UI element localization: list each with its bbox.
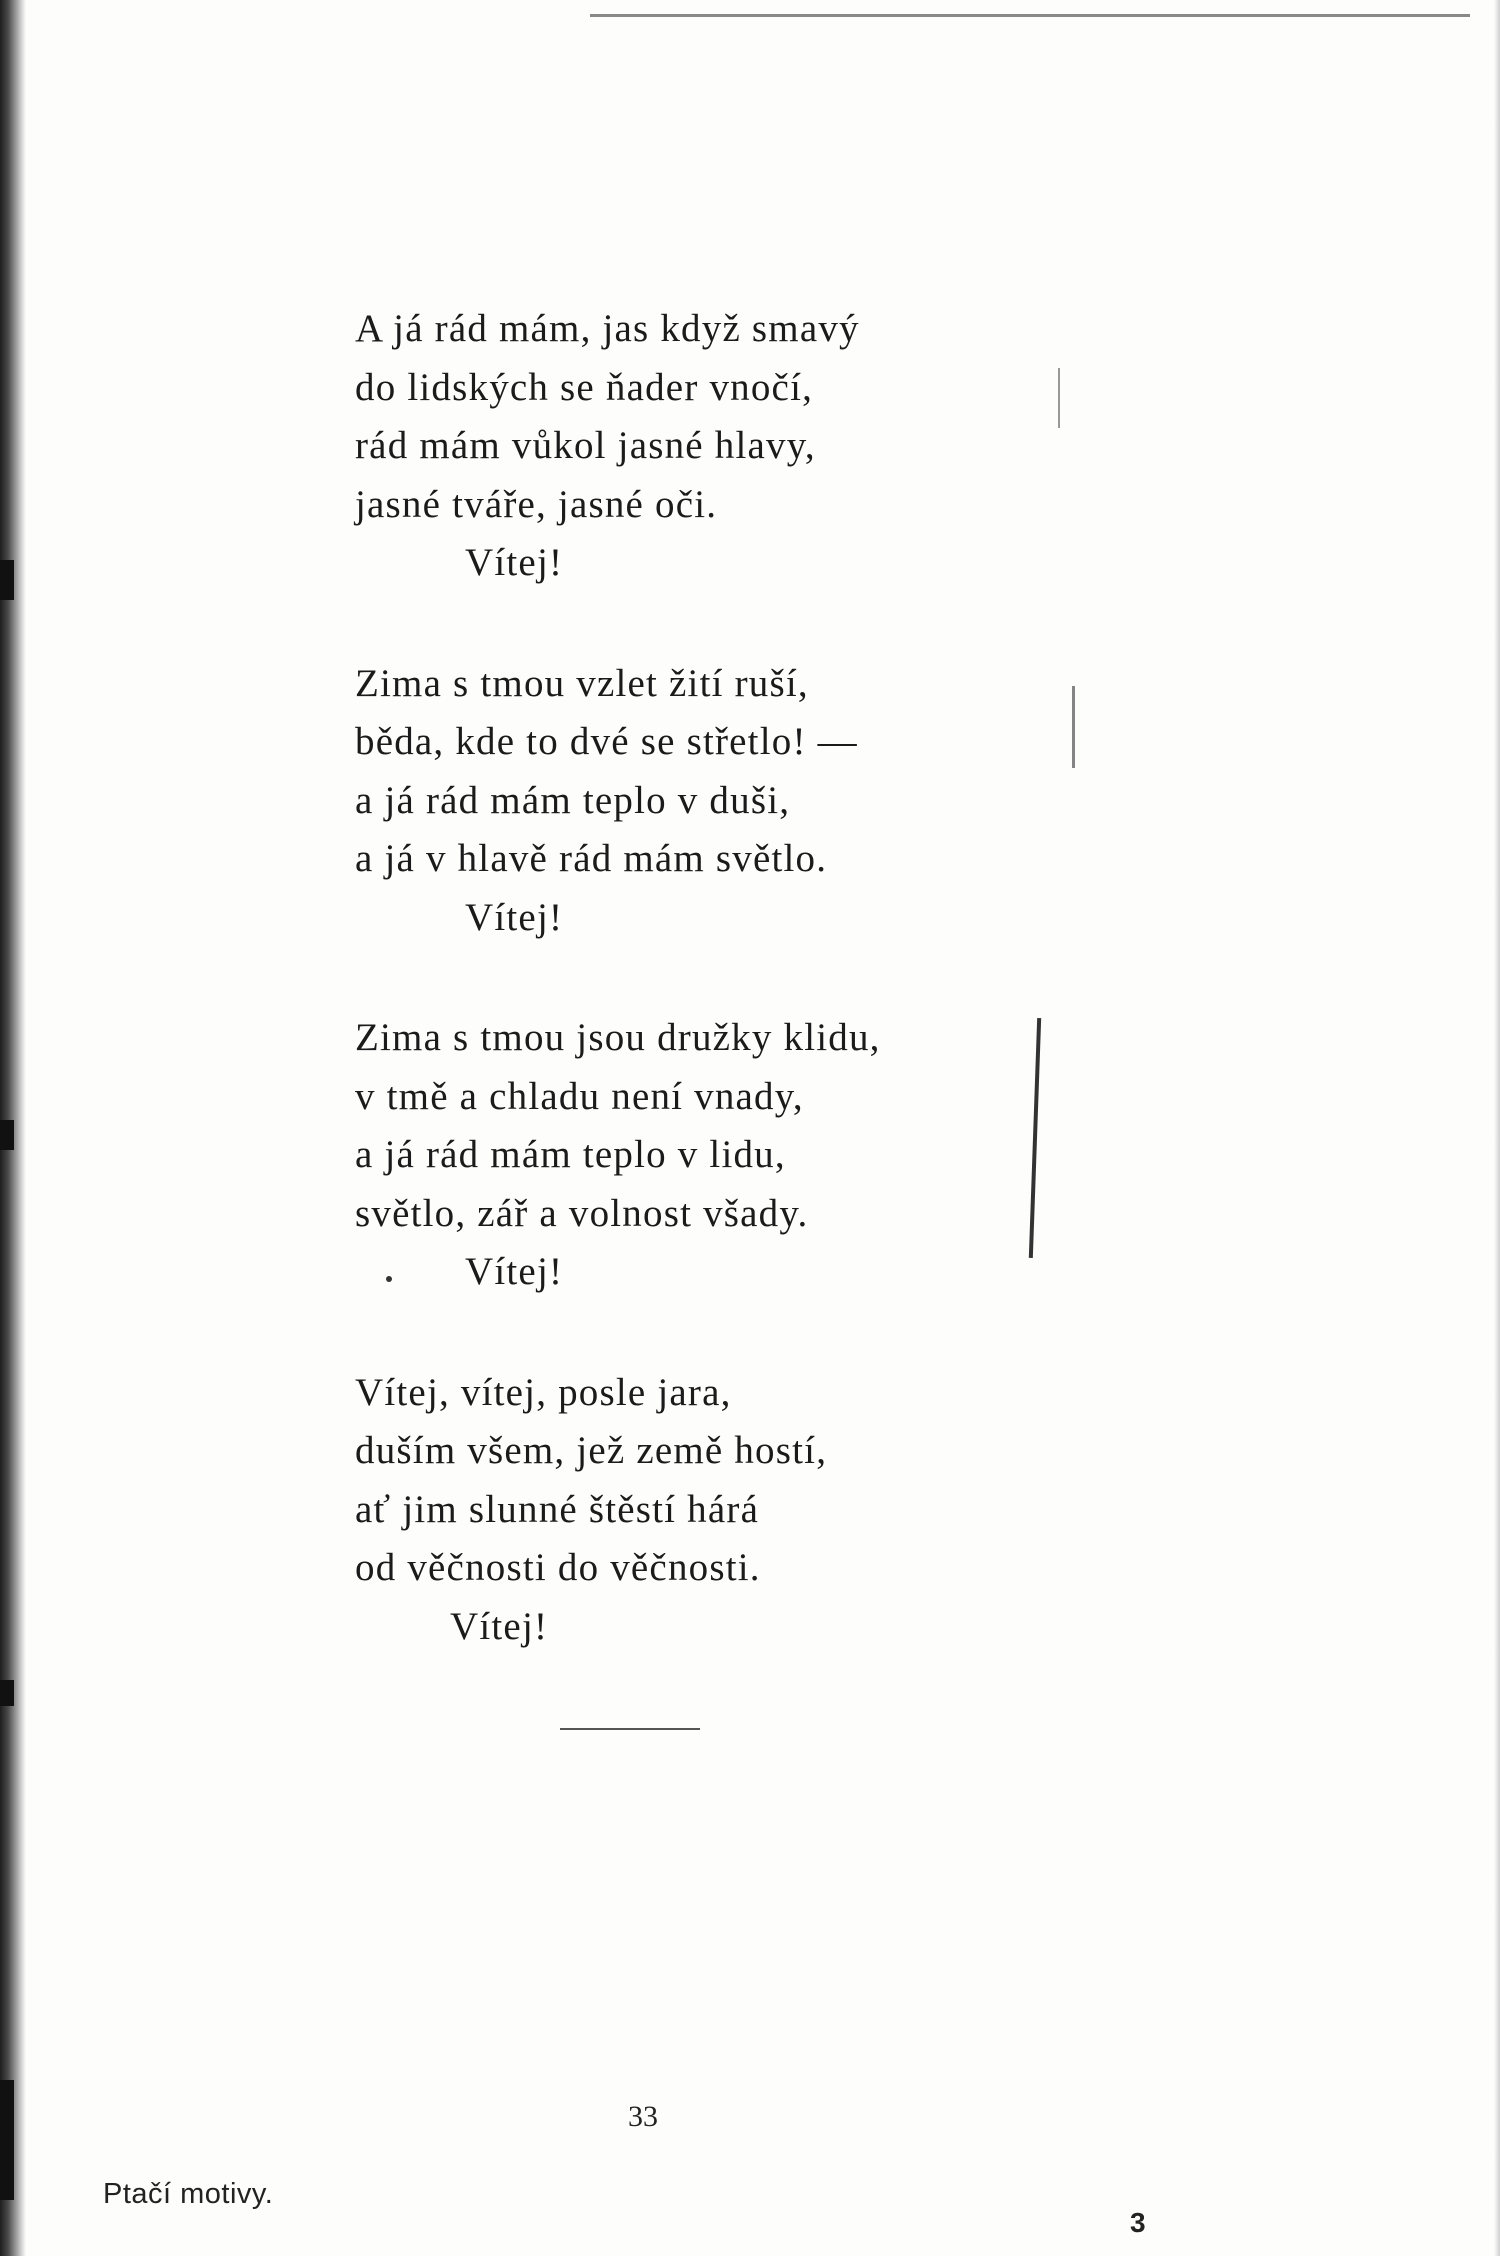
binding-shadow — [0, 560, 14, 600]
binding-shadow — [0, 1120, 14, 1150]
poem-line: do lidských se ňader vnočí, — [355, 365, 814, 409]
signature-title: Ptačí motivy. — [103, 2178, 274, 2210]
poem-line: Vítej, vítej, posle jara, — [355, 1370, 732, 1414]
refrain-line: Vítej! — [465, 1250, 564, 1293]
poem-line: rád mám vůkol jasné hlavy, — [355, 424, 816, 467]
margin-mark — [1072, 686, 1075, 768]
poem-line: A já rád mám, jas když smavý — [355, 307, 860, 350]
section-separator — [560, 1728, 700, 1730]
signature-number: 3 — [1130, 2207, 1146, 2238]
binding-shadow — [0, 1680, 14, 1706]
stanza-1 — [355, 300, 1075, 593]
poem-line: světlo, zář a volnost všady. — [355, 1191, 809, 1235]
book-binding-edge — [0, 0, 26, 2256]
page-number: 33 — [628, 2100, 658, 2133]
ink-dot — [386, 1276, 392, 1282]
refrain-line: Vítej! — [450, 1604, 549, 1648]
stanza-3 — [355, 1009, 1075, 1302]
poem-line: v tmě a chladu není vnady, — [355, 1074, 804, 1118]
stanza-4 — [355, 1364, 1075, 1657]
poem-line: ať jim slunné štěstí hárá — [355, 1487, 760, 1531]
margin-mark — [1058, 368, 1060, 428]
poem-line: Zima s tmou vzlet žití ruší, — [355, 661, 809, 705]
scan-top-edge — [590, 14, 1470, 17]
poem-line: Zima s tmou jsou družky klidu, — [355, 1016, 881, 1059]
poem-line: duším všem, jež země hostí, — [355, 1429, 828, 1472]
refrain-line: Vítej! — [465, 541, 564, 584]
poem-line: od věčnosti do věčnosti. — [355, 1546, 761, 1589]
stanza-2 — [355, 655, 1075, 948]
scan-right-edge — [1494, 0, 1500, 2256]
binding-shadow — [0, 2080, 14, 2200]
poem-line: a já rád mám teplo v lidu, — [355, 1133, 786, 1176]
poem-line: a já rád mám teplo v duši, — [355, 778, 791, 822]
refrain-line: Vítej! — [465, 895, 564, 939]
poem-line: a já v hlavě rád mám světlo. — [355, 837, 828, 880]
poem-line: jasné tváře, jasné oči. — [355, 482, 718, 526]
poem-line: běda, kde to dvé se střetlo! — — [355, 720, 858, 763]
poem — [355, 300, 1075, 1718]
